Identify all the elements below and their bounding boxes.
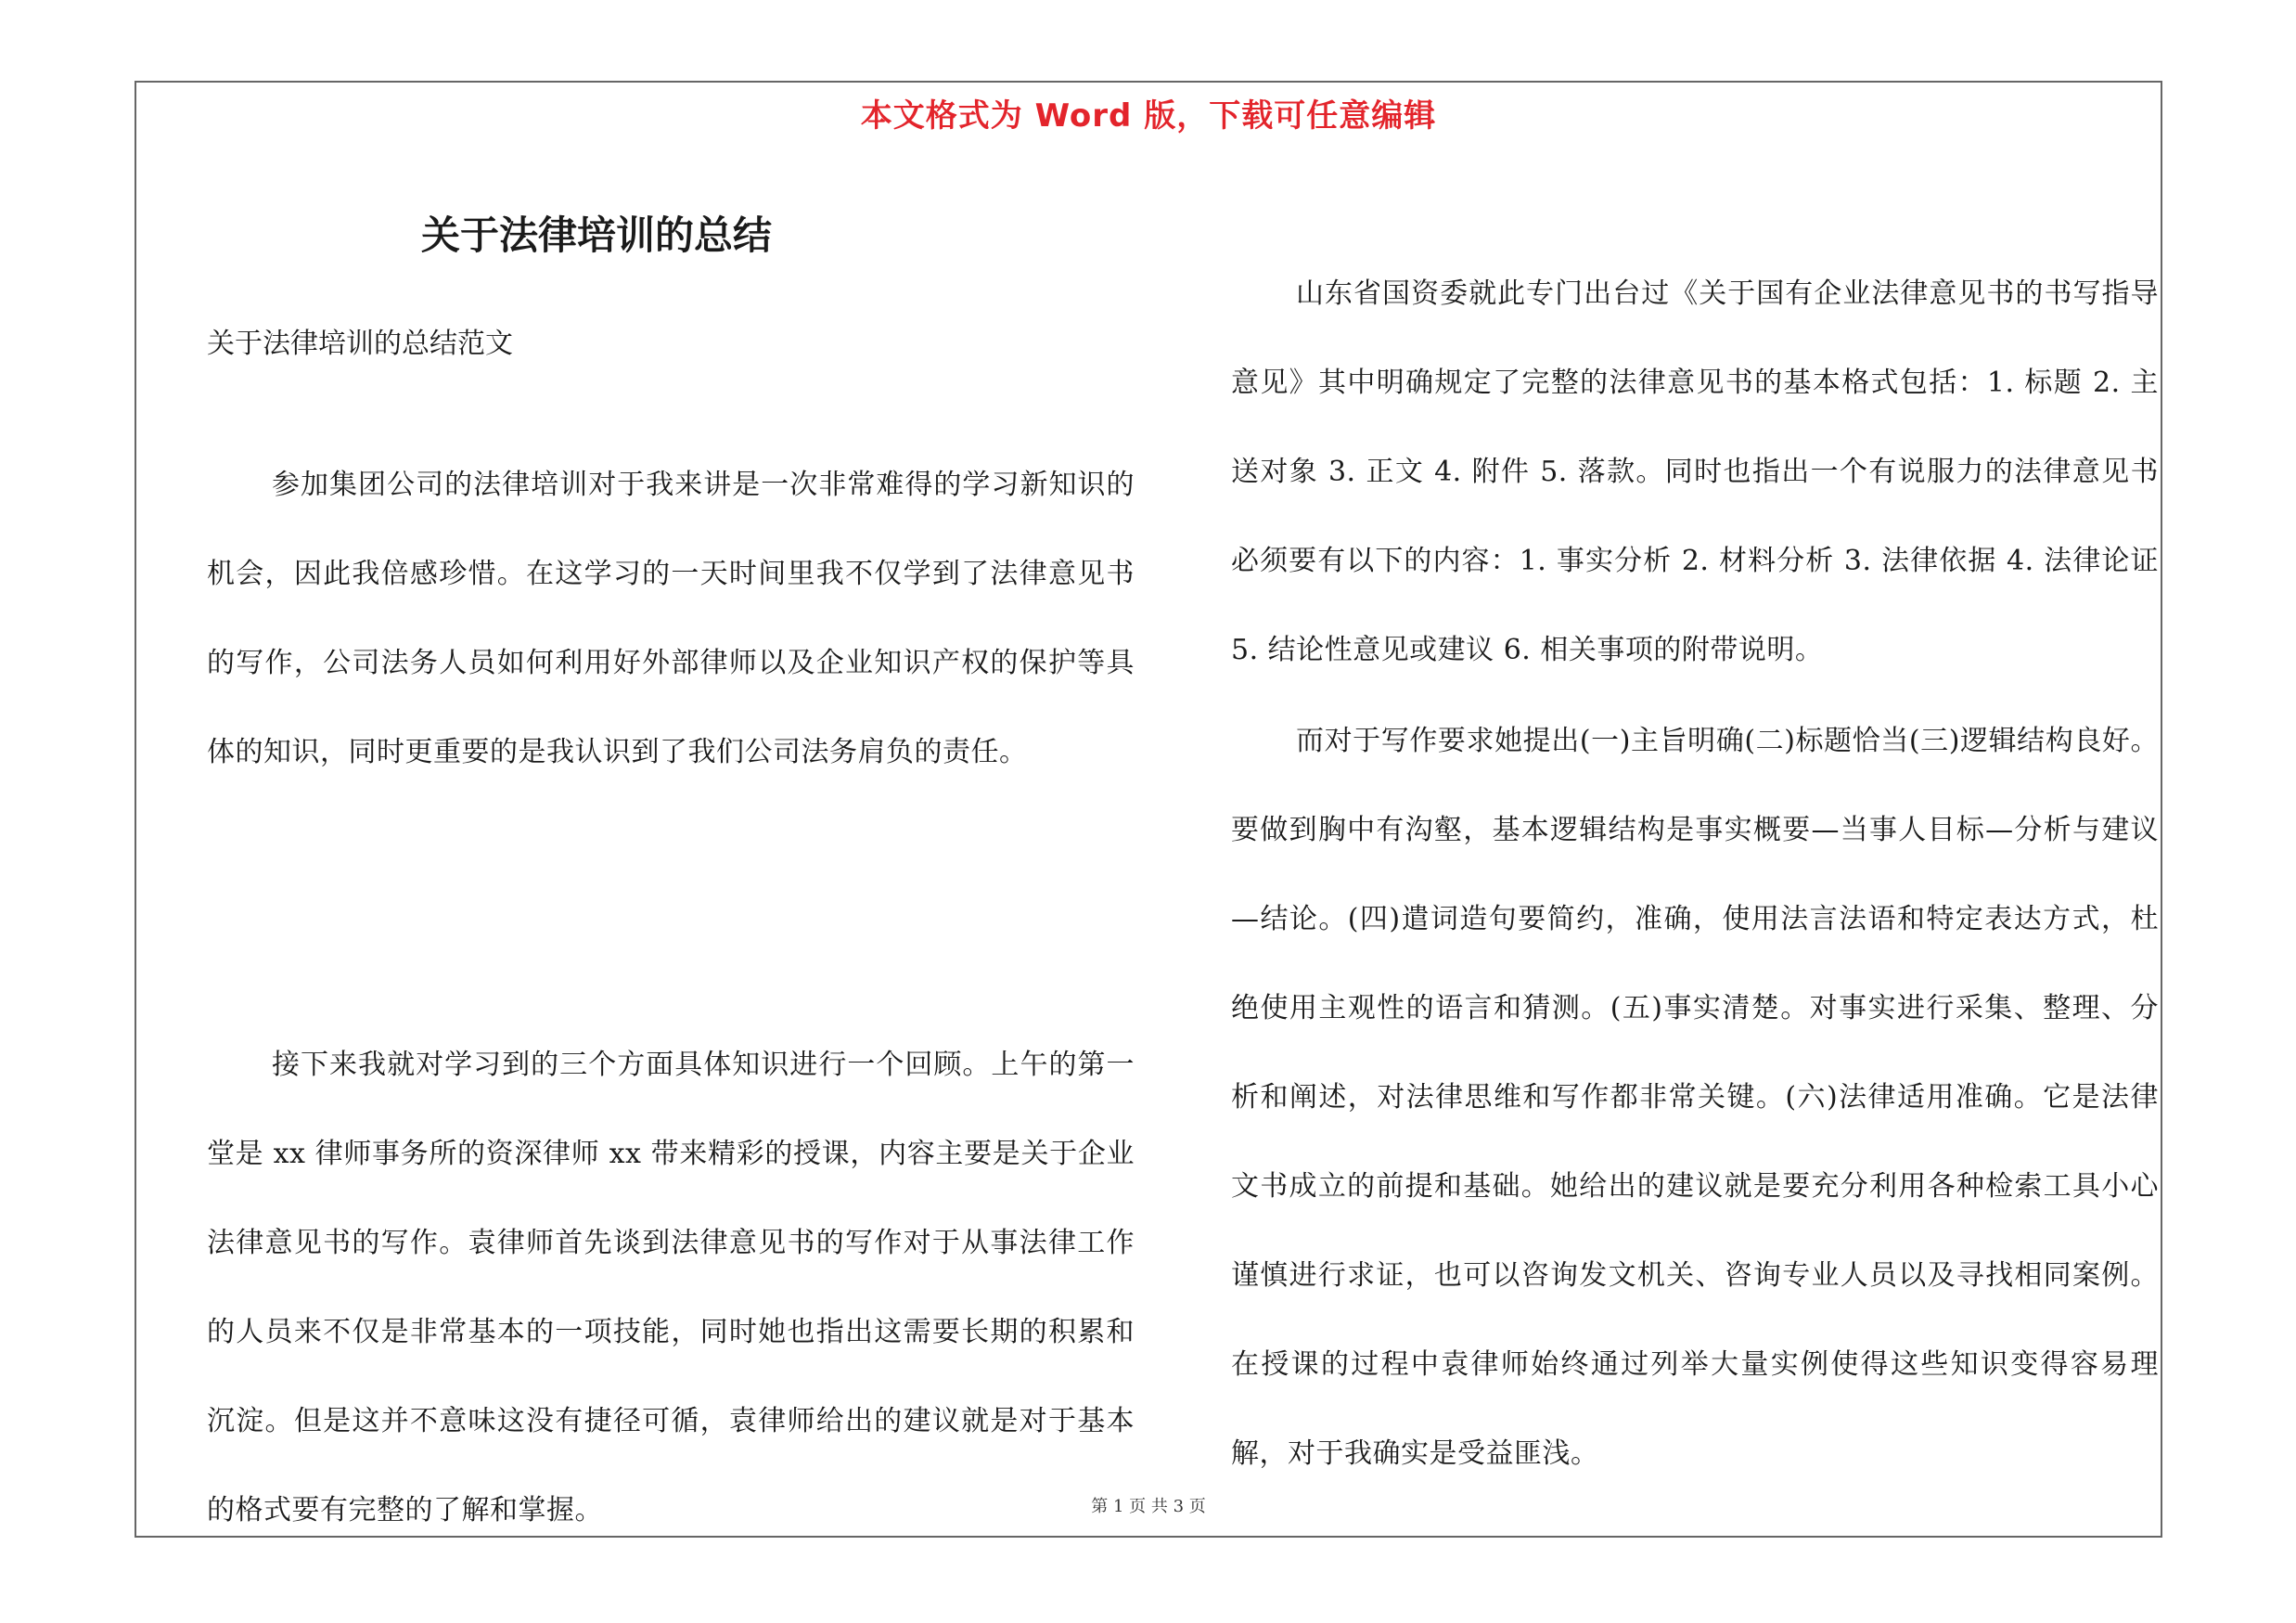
document-page bbox=[135, 81, 2162, 1538]
paragraph-4: 而对于写作要求她提出(一)主旨明确(二)标题恰当(三)逻辑结构良好。要做到胸中有沟壑，基本逻辑结构是事实概要—当事人目标—分析与建议—结论。(四)遣词造句要简约，准确，使用法言法语和特定表达方式，杜绝使用主观性的语言和猜测。(五)事实清楚。对事实进行采集、整理、分析和阐述，对法律思维和写作都非常关键。(六)法律适用准确。它是法律文书成立的前提和基础。她给出的建议就是要充分利用各种检索工具小心谨慎进行求证，也可以咨询发文机关、咨询专业人员以及寻找相同案例。在授课的过程中袁律师始终通过列举大量实例使得这些知识变得容易理解，对于我确实是受益匪浅。 bbox=[1231, 725, 2159, 1470]
document-title: 关于法律培训的总结 bbox=[420, 213, 772, 258]
paragraph-3: 山东省国资委就此专门出台过《关于国有企业法律意见书的书写指导意见》其中明确规定了完整的法律意见书的基本格式包括：1. 标题 2. 主送对象 3. 正文 4. 附件 5. 落款。同时也指出一个有说服力的法律意见书必须要有以下的内容：1. 事实分析 2. 材料分析 3. 法律依据 4. 法律论证 5. 结论性意见或建议 6. 相关事项的附带说明。 bbox=[1231, 277, 2159, 666]
format-notice-banner: 本文格式为 Word 版，下载可任意编辑 bbox=[860, 97, 1437, 135]
right-column bbox=[1231, 83, 2159, 1536]
left-column bbox=[207, 83, 1135, 1536]
page-number-footer: 第 1 页 共 3 页 bbox=[1091, 1497, 1206, 1516]
document-subtitle: 关于法律培训的总结范文 bbox=[207, 328, 513, 360]
paragraph-2: 接下来我就对学习到的三个方面具体知识进行一个回顾。上午的第一堂是 xx 律师事务所的资深律师 xx 带来精彩的授课，内容主要是关于企业法律意见书的写作。袁律师首先谈到法律意见书的写作对于从事法律工作的人员来不仅是非常基本的一项技能，同时她也指出这需要长期的积累和沉淀。但是这并不意味这没有捷径可循，袁律师给出的建议就是对于基本的格式要有完整的了解和掌握。 bbox=[207, 1049, 1135, 1526]
paragraph-1: 参加集团公司的法律培训对于我来讲是一次非常难得的学习新知识的机会，因此我倍感珍惜。在这学习的一天时间里我不仅学到了法律意见书的写作，公司法务人员如何利用好外部律师以及企业知识产权的保护等具体的知识，同时更重要的是我认识到了我们公司法务肩负的责任。 bbox=[207, 469, 1135, 768]
